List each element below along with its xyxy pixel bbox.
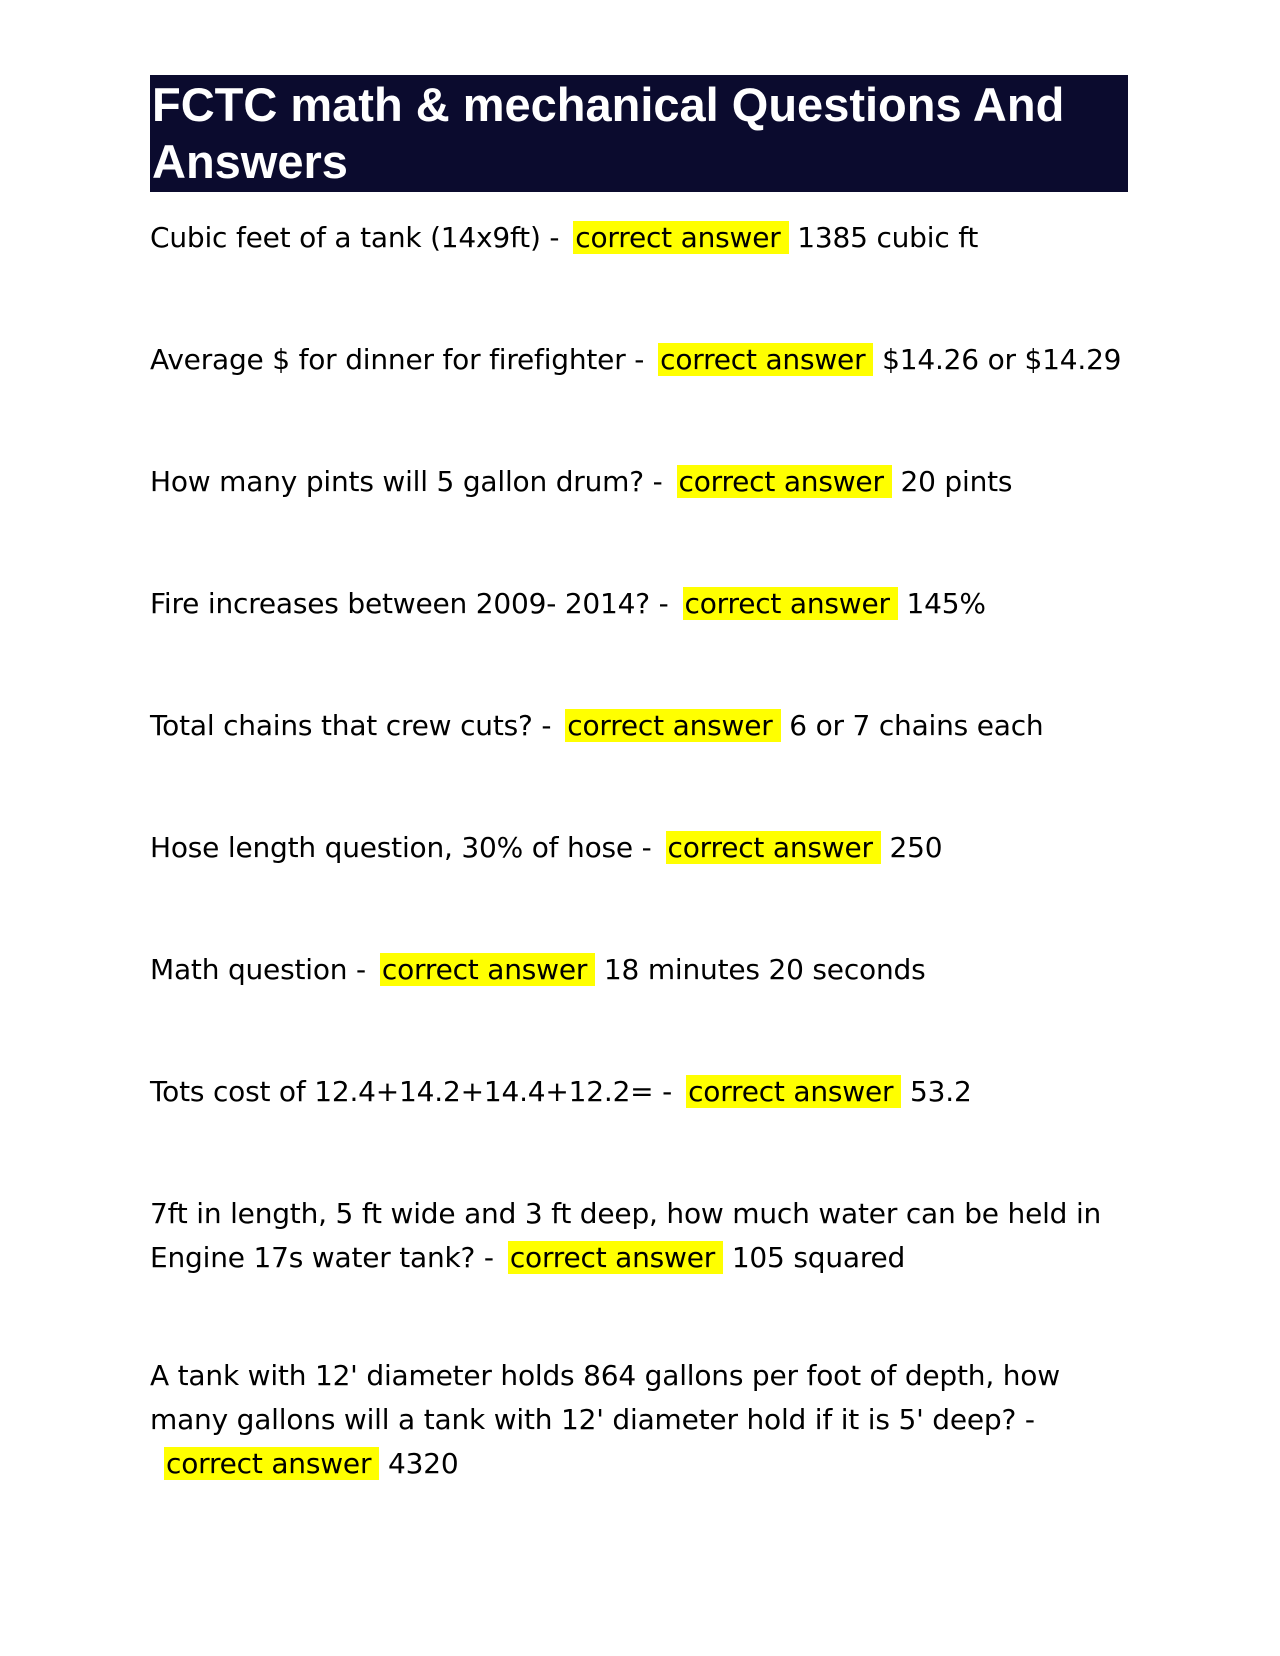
- document-page: [150, 75, 1128, 1560]
- qa-item: [150, 704, 1128, 748]
- qa-item: [150, 582, 1128, 626]
- answer-label: correct answer: [666, 831, 881, 864]
- answer-text: $14.26 or $14.29: [882, 343, 1122, 376]
- qa-item: [150, 948, 1128, 992]
- question-text: How many pints will 5 gallon drum? -: [150, 465, 663, 498]
- question-text: Cubic feet of a tank (14x9ft) -: [150, 221, 560, 254]
- document-title: FCTC math & mechanical Questions And Answers: [150, 75, 1128, 192]
- answer-text: 145%: [906, 587, 986, 620]
- qa-item: [150, 826, 1128, 870]
- qa-item: [150, 1354, 1128, 1486]
- question-text: A tank with 12' diameter holds 864 gallons per foot of depth, how many gallons will a tank with 12' diameter hold if it is 5' deep? -: [150, 1359, 1060, 1436]
- question-text: Tots cost of 12.4+14.2+14.4+12.2= -: [150, 1075, 673, 1108]
- answer-label: correct answer: [573, 221, 788, 254]
- answer-text: 18 minutes 20 seconds: [603, 953, 926, 986]
- answer-text: 20 pints: [900, 465, 1013, 498]
- answer-label: correct answer: [565, 709, 780, 742]
- answer-label: correct answer: [164, 1447, 379, 1480]
- answer-text: 53.2: [910, 1075, 972, 1108]
- qa-item: [150, 338, 1128, 382]
- question-text: Math question -: [150, 953, 366, 986]
- question-text: Total chains that crew cuts? -: [150, 709, 552, 742]
- answer-text: 1385 cubic ft: [797, 221, 979, 254]
- qa-item: [150, 1192, 1128, 1280]
- answer-label: correct answer: [686, 1075, 901, 1108]
- answer-text: 6 or 7 chains each: [789, 709, 1044, 742]
- answer-label: correct answer: [683, 587, 898, 620]
- qa-item: [150, 460, 1128, 504]
- question-text: 7ft in length, 5 ft wide and 3 ft deep, how much water can be held in Engine 17s water tank? -: [150, 1197, 1102, 1274]
- answer-label: correct answer: [508, 1241, 723, 1274]
- qa-list: [150, 216, 1128, 1486]
- answer-label: correct answer: [380, 953, 595, 986]
- question-text: Fire increases between 2009- 2014? -: [150, 587, 669, 620]
- answer-label: correct answer: [658, 343, 873, 376]
- qa-item: [150, 1070, 1128, 1114]
- answer-text: 250: [889, 831, 943, 864]
- question-text: Hose length question, 30% of hose -: [150, 831, 652, 864]
- qa-item: [150, 216, 1128, 260]
- question-text: Average $ for dinner for firefighter -: [150, 343, 645, 376]
- answer-text: 105 squared: [731, 1241, 906, 1274]
- answer-text: 4320: [387, 1447, 459, 1480]
- answer-label: correct answer: [677, 465, 892, 498]
